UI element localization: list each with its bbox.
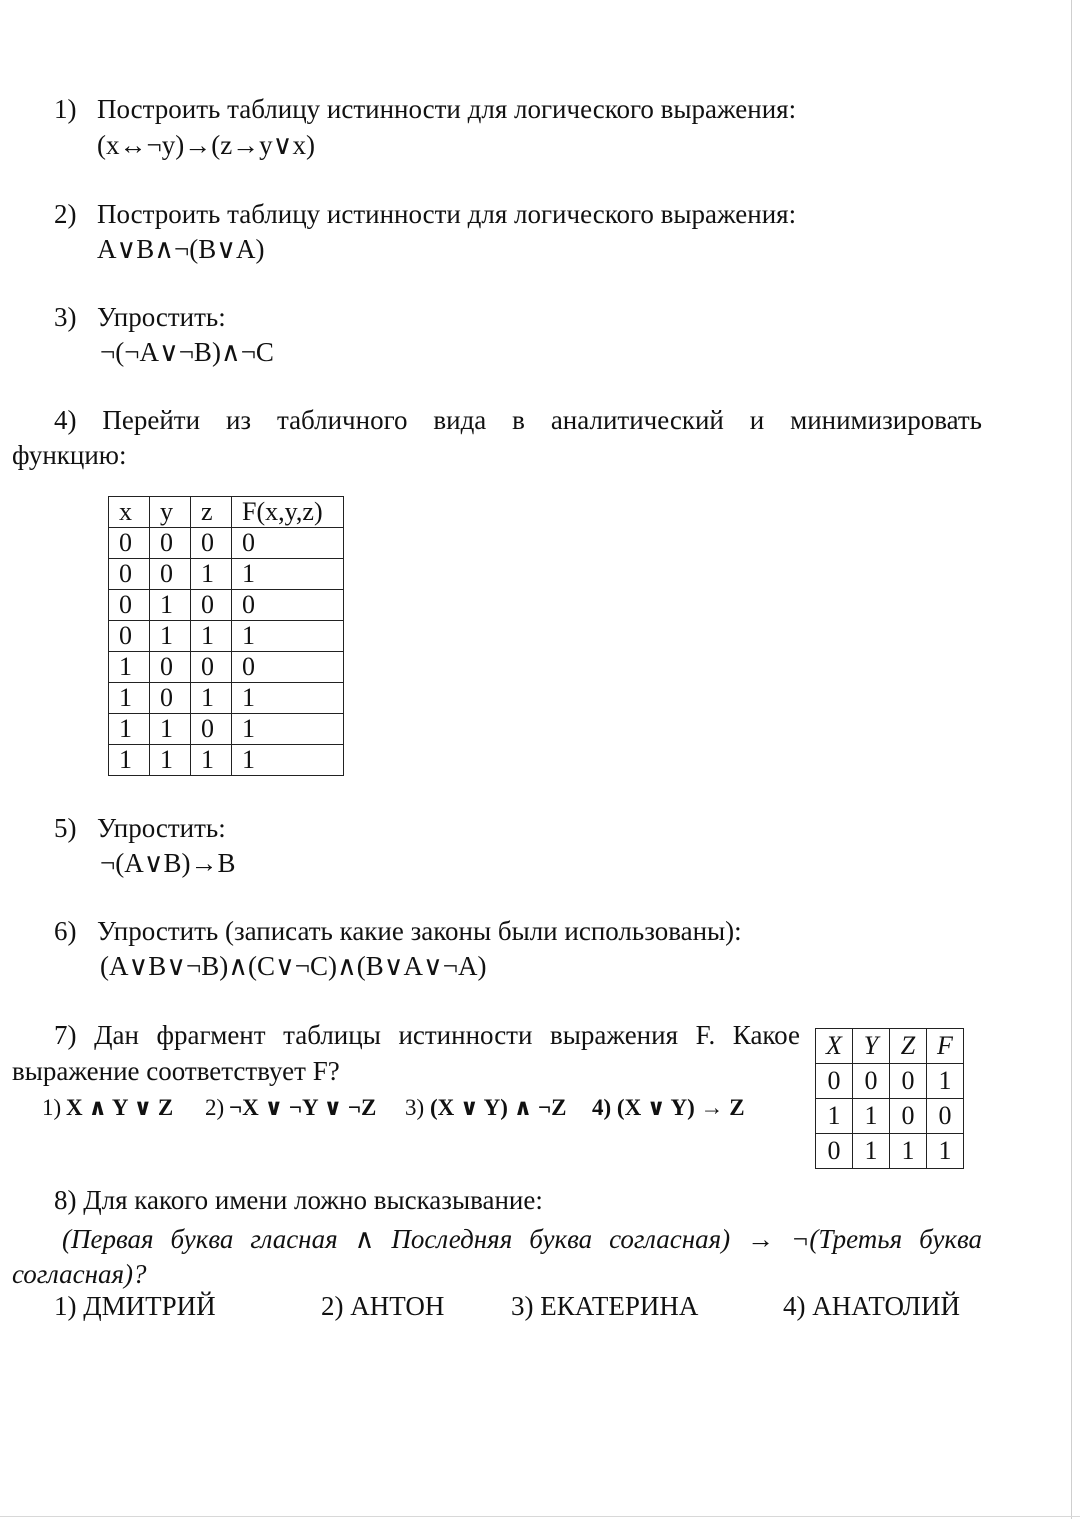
table-cell: 0 <box>191 528 232 559</box>
header-cell: X <box>816 1029 853 1064</box>
table-row <box>109 590 344 621</box>
table-row <box>109 621 344 652</box>
task-8-statement-line-1: (Первая буква гласная ∧ Последняя буква согласная) → ¬(Третья буква <box>62 1224 982 1254</box>
task-2-number: 2) <box>54 199 77 229</box>
table-row <box>109 528 344 559</box>
task-4-line-1: 4) Перейти из табличного вида в аналитический и минимизировать <box>54 405 982 435</box>
task-1-expression: (x↔¬y)→(z→y∨x) <box>97 130 315 160</box>
table-cell: 0 <box>816 1134 853 1169</box>
task-7-option-1-number: 1) <box>42 1095 62 1120</box>
table-header-row <box>816 1029 964 1064</box>
table-row <box>109 652 344 683</box>
task-3-expression: ¬(¬A∨¬B)∧¬C <box>100 337 274 367</box>
table-cell: 0 <box>191 590 232 621</box>
table-row <box>816 1134 964 1169</box>
table-cell: 1 <box>150 590 191 621</box>
table-cell: 0 <box>150 528 191 559</box>
task-1-number: 1) <box>54 94 77 124</box>
table-row <box>816 1064 964 1099</box>
table-cell: 1 <box>853 1134 890 1169</box>
table-cell: 0 <box>150 652 191 683</box>
task-6-expression: (A∨B∨¬B)∧(C∨¬C)∧(B∨A∨¬A) <box>100 951 487 981</box>
table-cell: 1 <box>232 621 344 652</box>
table-cell: 0 <box>890 1064 927 1099</box>
table-cell: 0 <box>232 652 344 683</box>
task-7-line-2: выражение соответствует F? <box>12 1056 340 1086</box>
table-cell: 0 <box>232 528 344 559</box>
header-cell: Y <box>853 1029 890 1064</box>
task-7-option-3: (X ∨ Y) ∧ ¬Z <box>430 1095 567 1120</box>
task-4-line-2: функцию: <box>12 440 127 470</box>
table-cell: 0 <box>150 559 191 590</box>
header-cell: F <box>927 1029 964 1064</box>
table-row <box>109 714 344 745</box>
task-5-text: Упростить: <box>97 813 226 843</box>
table-cell: 0 <box>150 683 191 714</box>
header-cell: z <box>191 497 232 528</box>
header-cell: x <box>109 497 150 528</box>
table-cell: 0 <box>816 1064 853 1099</box>
table-cell: 0 <box>890 1099 927 1134</box>
task-5-number: 5) <box>54 813 77 843</box>
table-cell: 1 <box>853 1099 890 1134</box>
task-5-expression: ¬(A∨B)→B <box>100 848 236 878</box>
task-6-text: Упростить (записать какие законы были использованы): <box>97 916 742 946</box>
page-edge-bottom <box>0 1516 1080 1517</box>
table-cell: 0 <box>853 1064 890 1099</box>
table-cell: 1 <box>109 714 150 745</box>
task-3-number: 3) <box>54 302 77 332</box>
task-1-text: Построить таблицу истинности для логического выражения: <box>97 94 797 124</box>
task-6-number: 6) <box>54 916 77 946</box>
task-7-option-3-number: 3) <box>405 1095 425 1120</box>
table-row <box>109 559 344 590</box>
task-2-expression: A∨B∧¬(B∨A) <box>97 234 265 264</box>
table-header-row <box>109 497 344 528</box>
table-row <box>109 683 344 714</box>
task-8-option-1: 1) ДМИТРИЙ <box>54 1291 216 1321</box>
table-cell: 1 <box>232 683 344 714</box>
task-7-line-1: 7) Дан фрагмент таблицы истинности выражения F. Какое <box>54 1020 800 1050</box>
task-7-option-2-number: 2) <box>205 1095 225 1120</box>
table-cell: 1 <box>232 714 344 745</box>
table-cell: 1 <box>109 745 150 776</box>
task-7-option-4: 4) (X ∨ Y) → Z <box>592 1095 745 1120</box>
table-cell: 1 <box>927 1064 964 1099</box>
table-cell: 1 <box>109 683 150 714</box>
header-cell: y <box>150 497 191 528</box>
task-2-text: Построить таблицу истинности для логического выражения: <box>97 199 797 229</box>
truth-table-4 <box>108 496 344 776</box>
task-7-option-2: ¬X ∨ ¬Y ∨ ¬Z <box>229 1095 377 1120</box>
table-cell: 0 <box>109 590 150 621</box>
table-cell: 1 <box>191 745 232 776</box>
table-cell: 1 <box>232 559 344 590</box>
page-edge-right <box>1071 0 1072 1519</box>
table-cell: 1 <box>150 745 191 776</box>
task-8-option-3: 3) ЕКАТЕРИНА <box>511 1291 699 1321</box>
table-cell: 0 <box>232 590 344 621</box>
table-row <box>109 745 344 776</box>
table-cell: 1 <box>816 1099 853 1134</box>
task-8-statement-line-2: согласная)? <box>12 1259 147 1289</box>
header-cell: F(x,y,z) <box>232 497 344 528</box>
truth-table-7 <box>815 1028 964 1169</box>
table-cell: 0 <box>191 652 232 683</box>
table-cell: 1 <box>890 1134 927 1169</box>
table-cell: 1 <box>232 745 344 776</box>
task-3-text: Упростить: <box>97 302 226 332</box>
table-cell: 1 <box>150 714 191 745</box>
task-8-option-4: 4) АНАТОЛИЙ <box>783 1291 960 1321</box>
table-cell: 1 <box>191 559 232 590</box>
table-cell: 0 <box>109 559 150 590</box>
table-cell: 1 <box>109 652 150 683</box>
table-cell: 0 <box>927 1099 964 1134</box>
table-cell: 0 <box>109 528 150 559</box>
table-cell: 0 <box>191 714 232 745</box>
task-8-question: 8) Для какого имени ложно высказывание: <box>54 1185 543 1215</box>
table-cell: 1 <box>927 1134 964 1169</box>
table-cell: 1 <box>150 621 191 652</box>
table-row <box>816 1099 964 1134</box>
task-7-option-1: X ∧ Y ∨ Z <box>66 1095 174 1120</box>
table-cell: 1 <box>191 683 232 714</box>
table-cell: 0 <box>109 621 150 652</box>
header-cell: Z <box>890 1029 927 1064</box>
task-8-option-2: 2) АНТОН <box>321 1291 445 1321</box>
table-cell: 1 <box>191 621 232 652</box>
